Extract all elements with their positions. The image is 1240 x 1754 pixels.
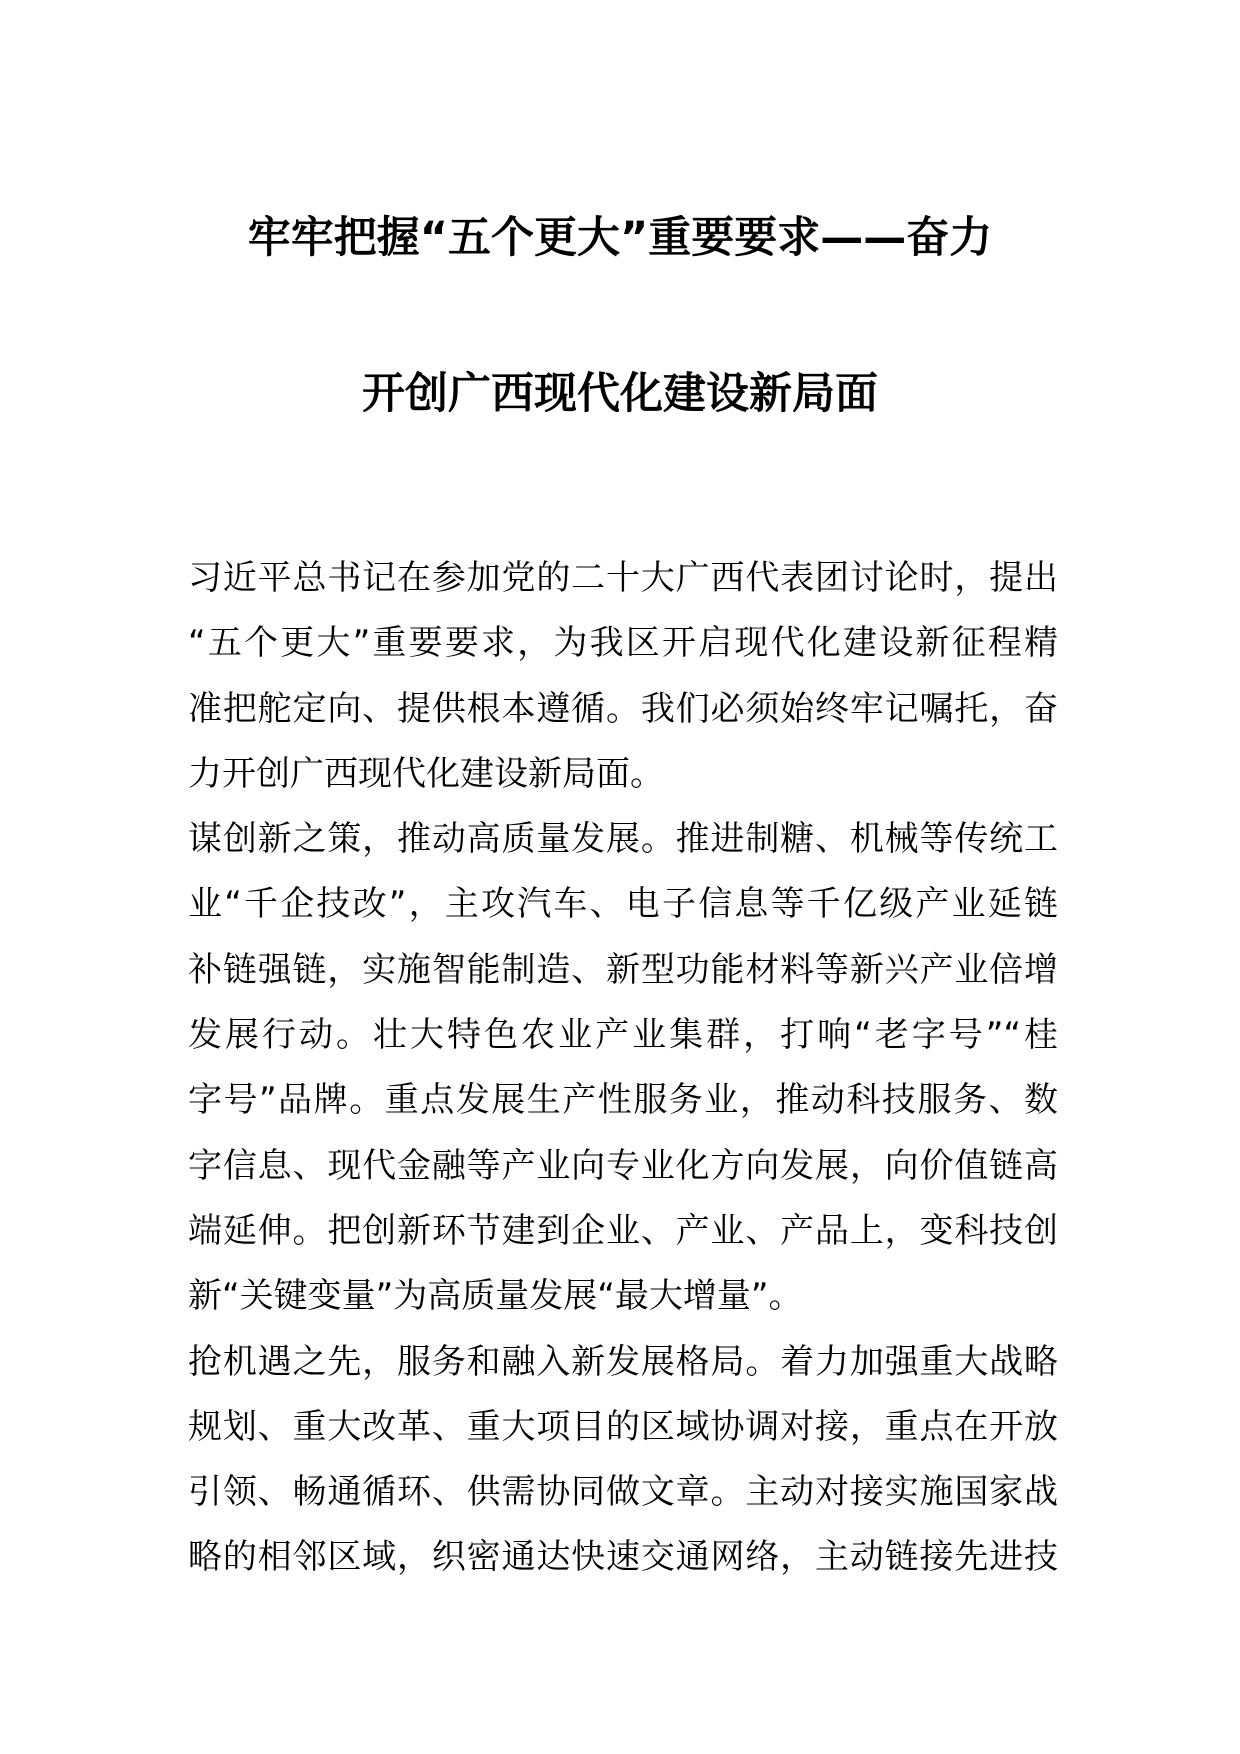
body-line: “五个更大”重要要求，为我区开启现代化建设新征程精: [188, 623, 1058, 664]
body-line: 力开创广西现代化建设新局面。: [188, 753, 664, 794]
body-line: 习近平总书记在参加党的二十大广西代表团讨论时，提出: [188, 558, 1058, 598]
body-line: 引领、畅通循环、供需协同做文章。主动对接实施国家战: [188, 1472, 1058, 1513]
document-title-line-2: 开创广西现代化建设新局面: [362, 369, 878, 419]
body-line: 端延伸。把创新环节建到企业、产业、产品上，变科技创: [188, 1210, 1058, 1251]
body-line: 补链强链，实施智能制造、新型功能材料等新兴产业倍增: [188, 949, 1058, 990]
body-line: 发展行动。壮大特色农业产业集群，打响“老字号”“桂: [188, 1015, 1058, 1056]
document-title-line-1: 牢牢把握“五个更大”重要要求——奋力: [247, 213, 993, 263]
body-line: 略的相邻区域，织密通达快速交通网络，主动链接先进技: [188, 1537, 1058, 1578]
body-line: 准把舵定向、提供根本遵循。我们必须始终牢记嘱托，奋: [188, 688, 1058, 729]
body-line: 规划、重大改革、重大项目的区域协调对接，重点在开放: [188, 1406, 1058, 1447]
body-line: 业“千企技改”，主攻汽车、电子信息等千亿级产业延链: [188, 884, 1058, 925]
body-line: 谋创新之策，推动高质量发展。推进制糖、机械等传统工: [188, 819, 1058, 860]
body-line: 字信息、现代金融等产业向专业化方向发展，向价值链高: [188, 1145, 1058, 1186]
body-line: 字号”品牌。重点发展生产性服务业，推动科技服务、数: [188, 1080, 1058, 1121]
body-line: 新“关键变量”为高质量发展“最大增量”。: [188, 1276, 803, 1317]
document-body: [188, 546, 1058, 1591]
body-line: 抢机遇之先，服务和融入新发展格局。着力加强重大战略: [188, 1341, 1058, 1382]
